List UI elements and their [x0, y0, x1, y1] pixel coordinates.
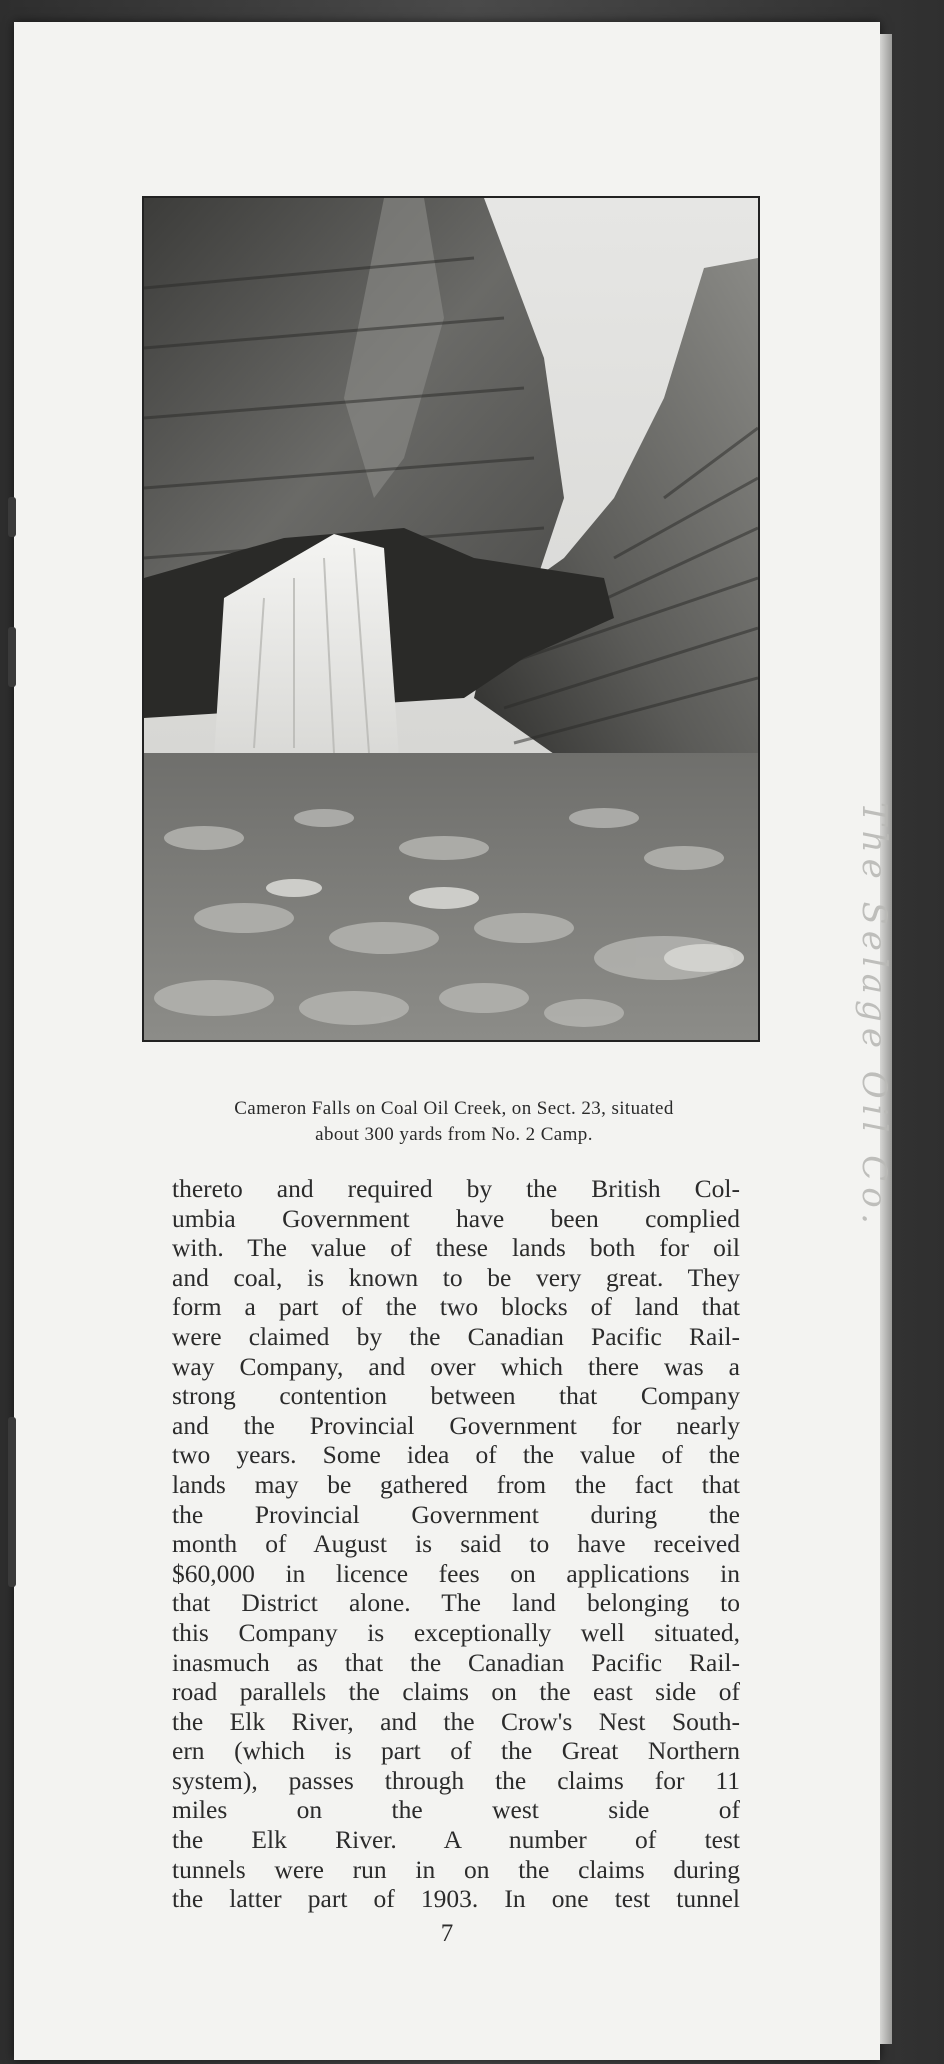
waterfall-photo — [142, 196, 760, 1042]
page-number: 7 — [440, 1920, 454, 1947]
body-line: thereto and required by the British Col- — [172, 1174, 740, 1203]
body-line: $60,000 in licence fees on applications in — [172, 1558, 740, 1588]
body-text — [172, 1174, 740, 1914]
body-line: the Provincial Government during the — [172, 1499, 740, 1529]
body-line: and the Provincial Government for nearly — [172, 1410, 740, 1440]
body-line: way Company, and over which there was a — [172, 1351, 740, 1381]
binding-mark-lower — [8, 1417, 16, 1587]
body-line: the Elk River. A number of test — [172, 1825, 740, 1855]
body-line: road parallels the claims on the east side of — [172, 1677, 740, 1707]
body-line: form a part of the two blocks of land that — [172, 1292, 740, 1322]
body-line: system), passes through the claims for 11 — [172, 1765, 740, 1795]
body-line: tunnels were run in on the claims during — [172, 1854, 740, 1884]
waterfall-photo-illustration — [144, 198, 758, 1040]
body-line: miles on the west side of — [172, 1795, 740, 1825]
photo-caption — [164, 1096, 744, 1148]
body-line: that District alone. The land belonging to — [172, 1588, 740, 1618]
body-line: month of August is said to have received — [172, 1529, 740, 1559]
body-line: with. The value of these lands both for oil — [172, 1233, 740, 1263]
body-line: and coal, is known to be very great. They — [172, 1262, 740, 1292]
body-line: the Elk River, and the Crow's Nest South- — [172, 1706, 740, 1736]
body-line: the latter part of 1903. In one test tunnel — [172, 1884, 740, 1914]
body-line: strong contention between that Company — [172, 1381, 740, 1411]
body-line: this Company is exceptionally well situated, — [172, 1617, 740, 1647]
body-line: were claimed by the Canadian Pacific Rail- — [172, 1321, 740, 1351]
body-line: umbia Government have been complied — [172, 1203, 740, 1233]
caption-line-2: about 300 yards from No. 2 Camp. — [315, 1124, 593, 1145]
body-line: two years. Some idea of the value of the — [172, 1440, 740, 1470]
body-line: ern (which is part of the Great Northern — [172, 1736, 740, 1766]
binding-mark-top — [8, 497, 16, 537]
caption-line-1: Cameron Falls on Coal Oil Creek, on Sect. 23, situated — [234, 1098, 674, 1119]
handwritten-pencil-note: The Selage Oil Co. — [854, 802, 894, 1230]
body-line: lands may be gathered from the fact that — [172, 1469, 740, 1499]
binding-mark-upper — [8, 627, 16, 687]
body-line: inasmuch as that the Canadian Pacific Rail- — [172, 1647, 740, 1677]
document-page — [14, 22, 894, 2060]
